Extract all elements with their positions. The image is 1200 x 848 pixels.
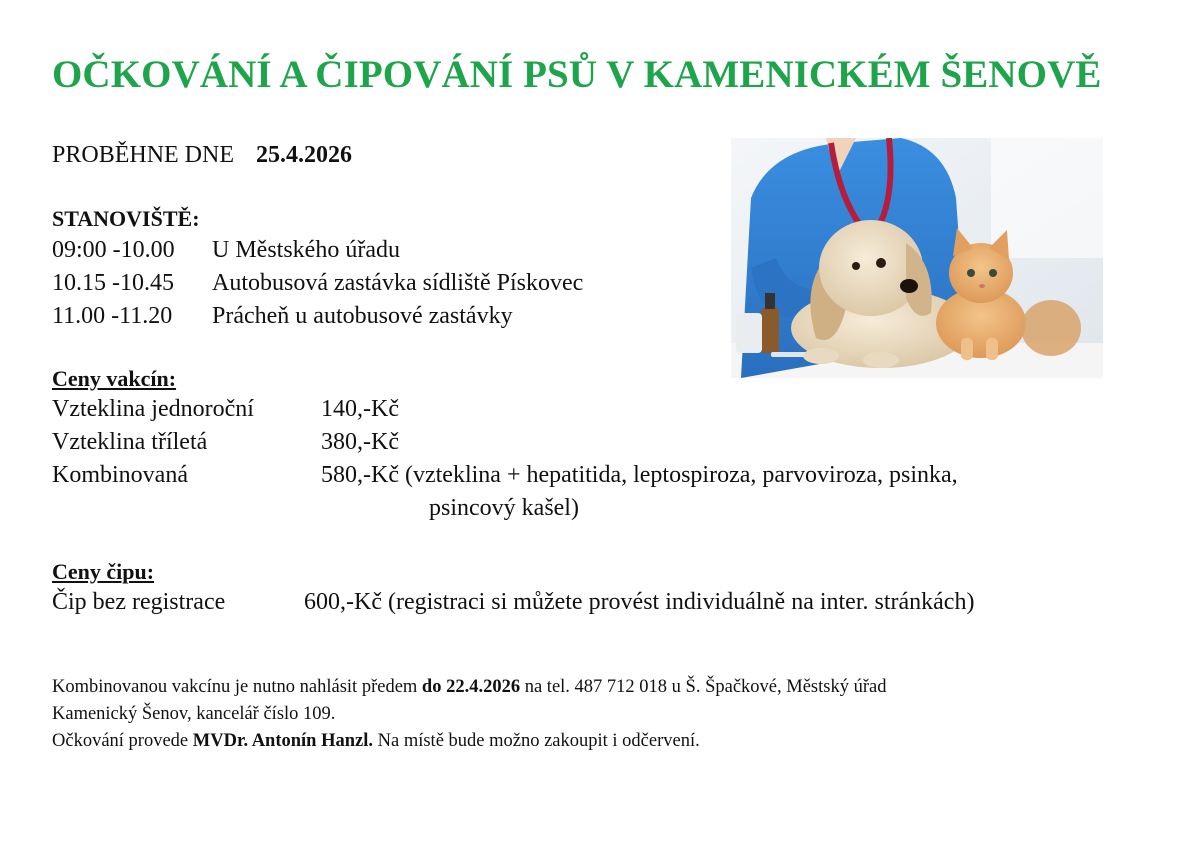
vaccine-row	[52, 394, 399, 424]
location-place: Prácheň u autobusové zastávky	[212, 303, 513, 329]
event-date-value: 25.4.2026	[256, 142, 353, 168]
vet-dog-kitten-icon	[731, 138, 1103, 378]
location-time: 11.00 -11.20	[52, 303, 173, 329]
location-place: Autobusová zastávka sídliště Pískovec	[212, 270, 584, 296]
note-text: Kombinovanou vakcínu je nutno nahlásit předem	[52, 677, 422, 697]
page-title: OČKOVÁNÍ A ČIPOVÁNÍ PSŮ V KAMENICKÉM ŠENOVĚ	[52, 53, 1102, 96]
vaccine-row	[52, 460, 958, 490]
vaccine-note: (vzteklina + hepatitida, leptospiroza, parvoviroza, psinka,	[404, 462, 958, 488]
chip-name: Čip bez registrace	[52, 589, 226, 615]
note-text: Na místě bude možno zakoupit i odčervení.	[373, 731, 700, 751]
note-vet-name: MVDr. Antonín Hanzl.	[192, 731, 373, 751]
chip-row	[52, 587, 974, 617]
event-date	[52, 140, 352, 170]
vaccine-price: 140,-Kč	[321, 396, 399, 422]
location-time: 09:00 -10.00	[52, 237, 175, 263]
vaccines-heading: Ceny vakcín:	[52, 366, 177, 391]
vet-dog-kitten-photo	[731, 138, 1103, 378]
event-date-label: PROBĚHNE DNE	[52, 142, 235, 168]
note-deadline: do 22.4.2026	[421, 677, 521, 697]
note-line-2: Kamenický Šenov, kancelář číslo 109.	[52, 704, 336, 724]
vaccine-price: 580,-Kč	[321, 462, 399, 488]
chip-heading: Ceny čipu:	[52, 559, 155, 584]
vaccine-price: 380,-Kč	[321, 429, 399, 455]
note-line-1	[52, 674, 886, 701]
chip-price: 600,-Kč	[304, 589, 382, 615]
vaccine-name: Vzteklina jednoroční	[52, 396, 254, 422]
location-row	[52, 301, 513, 331]
note-line-3	[52, 728, 700, 755]
chip-note: (registraci si můžete provést individuálně na inter. stránkách)	[387, 589, 975, 615]
locations-heading: STANOVIŠTĚ:	[52, 206, 200, 231]
vaccine-note-continued: psincový kašel)	[429, 495, 579, 521]
location-time: 10.15 -10.45	[52, 270, 174, 296]
location-row	[52, 268, 583, 298]
location-place: U Městského úřadu	[212, 237, 400, 263]
location-row	[52, 235, 400, 265]
note-text: Očkování provede	[52, 731, 193, 751]
vaccine-name: Kombinovaná	[52, 462, 188, 488]
note-text: na tel. 487 712 018 u Š. Špačkové, Městský úřad	[520, 677, 887, 697]
vaccine-name: Vzteklina tříletá	[52, 429, 208, 455]
vaccine-row	[52, 427, 399, 457]
